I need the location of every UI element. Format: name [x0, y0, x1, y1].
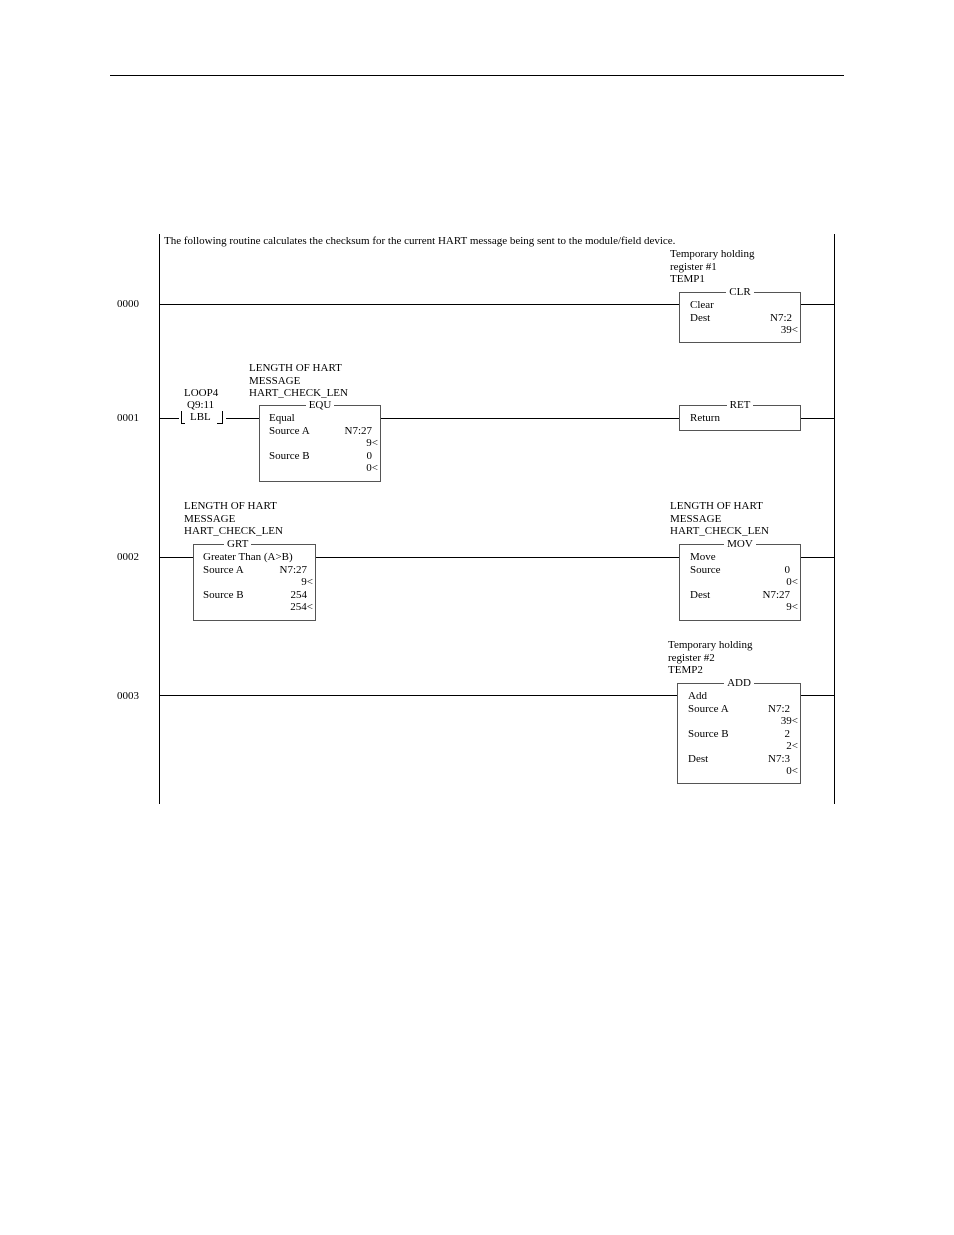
instruction-mnemonic: GRT — [224, 538, 251, 550]
source-a-value: 39< — [780, 715, 798, 727]
rung-wire — [159, 418, 179, 419]
source-b-label: Source B — [269, 450, 310, 462]
source-a-value: 9< — [301, 576, 313, 588]
dest-address: N7:3 — [768, 753, 790, 765]
dest-label: Dest — [690, 312, 711, 324]
instruction-name: Return — [690, 412, 720, 424]
lbl-instruction[interactable] — [179, 411, 226, 425]
rung-wire — [159, 695, 677, 696]
instruction-name: Greater Than (A>B) — [203, 551, 293, 563]
header-rule — [110, 75, 844, 76]
dest-address: N7:27 — [762, 589, 790, 601]
source-value: 0< — [786, 576, 798, 588]
dest-label: Dest — [690, 589, 711, 601]
source-b-address: 2 — [784, 728, 790, 740]
equ-instruction-block[interactable] — [259, 399, 381, 482]
tag-description: Temporary holding register #2 TEMP2 — [668, 639, 753, 676]
dest-label: Dest — [688, 753, 709, 765]
source-a-label: Source A — [269, 425, 310, 437]
grt-instruction-block[interactable] — [193, 538, 316, 621]
rung-wire — [159, 304, 679, 305]
source-a-address: N7:27 — [279, 564, 307, 576]
add-instruction-block[interactable] — [677, 677, 801, 784]
right-power-rail — [834, 234, 835, 804]
rung-number: 0003 — [117, 690, 139, 702]
instruction-name: Equal — [269, 412, 295, 424]
source-a-address: N7:27 — [344, 425, 372, 437]
rung-number: 0000 — [117, 298, 139, 310]
source-address: 0 — [784, 564, 790, 576]
source-a-label: Source A — [203, 564, 244, 576]
instruction-mnemonic: ADD — [724, 677, 754, 689]
lbl-right-bracket — [222, 411, 223, 424]
instruction-mnemonic: RET — [727, 399, 754, 411]
source-b-address: 254 — [290, 589, 307, 601]
instruction-mnemonic: EQU — [306, 399, 335, 411]
rung-wire — [315, 557, 679, 558]
instruction-mnemonic: MOV — [724, 538, 756, 550]
instruction-mnemonic: CLR — [726, 286, 753, 298]
dest-value: 0< — [786, 765, 798, 777]
source-b-value: 0< — [366, 462, 378, 474]
rung-wire — [800, 304, 834, 305]
source-a-value: 9< — [366, 437, 378, 449]
rung-wire — [800, 557, 834, 558]
tag-description: LENGTH OF HART MESSAGE HART_CHECK_LEN — [249, 362, 348, 399]
routine-comment: The following routine calculates the checksum for the current HART message being sent to the module/field device. — [164, 235, 676, 247]
rung-wire — [800, 418, 834, 419]
dest-value: 39< — [780, 324, 798, 336]
rung-wire — [226, 418, 259, 419]
lbl-address: Q9:11 — [187, 399, 215, 411]
ret-instruction-block[interactable] — [679, 399, 801, 431]
left-power-rail — [159, 234, 160, 804]
source-b-label: Source B — [203, 589, 244, 601]
tag-description: LENGTH OF HART MESSAGE HART_CHECK_LEN — [670, 500, 769, 537]
lbl-tag: LOOP4 — [184, 387, 219, 399]
mov-instruction-block[interactable] — [679, 538, 801, 621]
source-label: Source — [690, 564, 721, 576]
tag-description: Temporary holding register #1 TEMP1 — [670, 248, 755, 285]
rung-wire — [159, 557, 193, 558]
rung-wire — [380, 418, 679, 419]
dest-value: 9< — [786, 601, 798, 613]
source-b-value: 254< — [290, 601, 313, 613]
instruction-name: Clear — [690, 299, 714, 311]
lbl-text: LBL — [190, 411, 211, 423]
clr-instruction-block[interactable] — [679, 286, 801, 343]
source-a-address: N7:2 — [768, 703, 790, 715]
rung-number: 0002 — [117, 551, 139, 563]
rung-number: 0001 — [117, 412, 139, 424]
source-b-value: 2< — [786, 740, 798, 752]
source-a-label: Source A — [688, 703, 729, 715]
tag-description: LENGTH OF HART MESSAGE HART_CHECK_LEN — [184, 500, 283, 537]
source-b-label: Source B — [688, 728, 729, 740]
instruction-name: Add — [688, 690, 707, 702]
source-b-address: 0 — [366, 450, 372, 462]
rung-wire — [800, 695, 834, 696]
instruction-name: Move — [690, 551, 716, 563]
dest-address: N7:2 — [770, 312, 792, 324]
